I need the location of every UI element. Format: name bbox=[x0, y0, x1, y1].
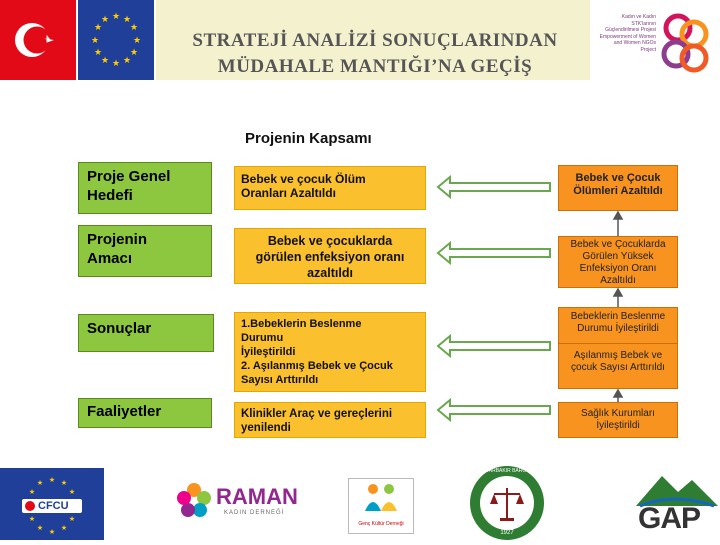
svg-text:★: ★ bbox=[132, 36, 142, 46]
right-general-goal: Bebek ve Çocuk Ölümleri Azaltıldı bbox=[558, 165, 678, 211]
svg-text:★: ★ bbox=[93, 23, 103, 33]
svg-text:★: ★ bbox=[122, 56, 132, 66]
left-arrow-icon bbox=[438, 336, 550, 356]
raman-subtext: KADIN DERNEĞİ bbox=[224, 510, 285, 516]
svg-text:★: ★ bbox=[28, 488, 36, 496]
center-line: Bebek ve çocuk Ölüm bbox=[241, 172, 366, 186]
center-line: İyileştirildi bbox=[241, 346, 296, 358]
svg-text:★: ★ bbox=[60, 479, 68, 487]
baro-text: DİYARBAKIR BAROSU bbox=[480, 468, 534, 474]
svg-text:★: ★ bbox=[129, 48, 139, 58]
label-line: Faaliyetler bbox=[87, 403, 162, 420]
center-line: azaltıldı bbox=[307, 266, 353, 280]
svg-text:★: ★ bbox=[36, 524, 44, 532]
center-line: Oranları Azaltıldı bbox=[241, 186, 336, 200]
cfcu-text: CFCU bbox=[38, 500, 69, 512]
svg-text:★: ★ bbox=[122, 15, 132, 25]
label-line: Projenin bbox=[87, 231, 148, 248]
scope-title: Projenin Kapsamı bbox=[245, 130, 372, 147]
left-arrow-icon bbox=[438, 177, 550, 197]
people-icon bbox=[349, 479, 413, 519]
label-line: Sonuçlar bbox=[87, 320, 152, 337]
right-activities: Sağlık Kurumları İyileştirildi bbox=[558, 402, 678, 438]
label-line: Amacı bbox=[87, 250, 133, 267]
project-logo-text: Kadın ve Kadın STK'larının Güçlendirilmesi Projesi Empowerment of Women and Women NGOs Project bbox=[599, 14, 656, 53]
genc-kultur-logo bbox=[348, 478, 414, 534]
diyarbakir-baro-logo bbox=[470, 466, 544, 540]
center-line: yenilendi bbox=[241, 422, 291, 434]
svg-text:★: ★ bbox=[68, 488, 76, 496]
gap-text: GAP bbox=[638, 502, 701, 535]
label-line: Proje Genel bbox=[87, 168, 171, 185]
left-arrow-icon bbox=[438, 243, 550, 263]
svg-text:★: ★ bbox=[111, 59, 121, 69]
center-line: 2. Aşılanmış Bebek ve Çocuk bbox=[241, 360, 393, 372]
svg-text:★: ★ bbox=[111, 12, 121, 22]
center-line: Bebek ve çocuklarda bbox=[267, 234, 393, 248]
scales-icon bbox=[480, 476, 534, 530]
center-line: Sayısı Arttırıldı bbox=[241, 374, 319, 386]
right-project-purpose: Bebek ve Çocuklarda Görülen Yüksek Enfeksiyon Oranı Azaltıldı bbox=[558, 236, 678, 288]
svg-text:★: ★ bbox=[93, 48, 103, 58]
title-line-1: STRATEJİ ANALİZİ SONUÇLARINDAN bbox=[192, 30, 558, 51]
up-arrow-icon bbox=[614, 289, 622, 307]
svg-text:★: ★ bbox=[100, 15, 110, 25]
raman-logo bbox=[168, 470, 298, 536]
left-arrow-icon bbox=[438, 400, 550, 420]
svg-text:★: ★ bbox=[28, 515, 36, 523]
center-line: Durumu bbox=[241, 332, 284, 344]
raman-text: RAMAN bbox=[216, 484, 298, 509]
right-result-1: Bebeklerin Beslenme Durumu İyileştirildi bbox=[559, 308, 677, 344]
svg-text:★: ★ bbox=[48, 528, 56, 536]
svg-text:★: ★ bbox=[48, 476, 56, 484]
svg-text:★: ★ bbox=[100, 56, 110, 66]
center-line: 1.Bebeklerin Beslenme bbox=[241, 318, 362, 330]
svg-text:★: ★ bbox=[90, 36, 100, 46]
baro-year: 1927 bbox=[500, 530, 514, 536]
svg-text:★: ★ bbox=[60, 524, 68, 532]
svg-text:★: ★ bbox=[68, 515, 76, 523]
up-arrow-icon bbox=[614, 212, 622, 236]
flower-icon bbox=[174, 480, 214, 520]
seal-inner bbox=[480, 476, 534, 530]
svg-text:★: ★ bbox=[129, 23, 139, 33]
center-line: görülen enfeksiyon oranı bbox=[255, 250, 405, 264]
right-result-2: Aşılanmış Bebek ve çocuk Sayısı Arttırıldı bbox=[571, 350, 665, 373]
center-line: Klinikler Araç ve gereçlerini bbox=[241, 408, 393, 420]
label-line: Hedefi bbox=[87, 187, 133, 204]
title-line-2: MÜDAHALE MANTIĞI’NA GEÇİŞ bbox=[217, 56, 533, 77]
gap-logo bbox=[634, 468, 720, 540]
cfcu-logo bbox=[0, 468, 104, 540]
up-arrow-icon bbox=[614, 390, 622, 402]
svg-text:★: ★ bbox=[36, 479, 44, 487]
genc-kultur-text: Genç Kültür Derneği bbox=[358, 521, 404, 527]
